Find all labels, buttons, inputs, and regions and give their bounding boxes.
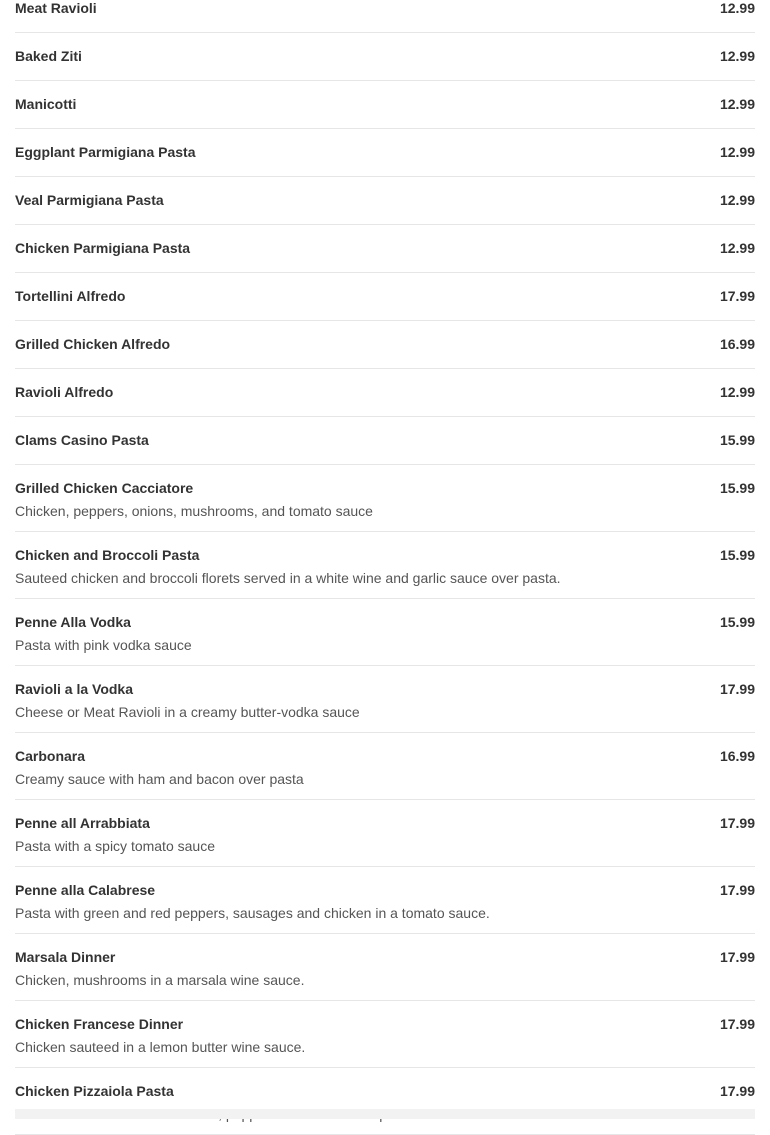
- section-footer-bar: [15, 1109, 755, 1119]
- item-name: Clams Casino Pasta: [15, 432, 149, 448]
- item-name: Chicken Parmigiana Pasta: [15, 240, 191, 256]
- menu-item-penne-alla-calabrese[interactable]: [15, 867, 755, 934]
- item-price: 12.99: [719, 48, 755, 64]
- menu-item-meat-ravioli[interactable]: [15, 0, 755, 33]
- menu-item-penne-alla-vodka[interactable]: [15, 599, 755, 666]
- item-description: Pasta with pink vodka sauce: [15, 637, 192, 653]
- menu-item-row: [15, 192, 755, 209]
- menu-item-chicken-francese-dinner[interactable]: [15, 1001, 755, 1068]
- menu-item-row: [15, 48, 755, 65]
- menu-item-row: [15, 336, 755, 353]
- menu-list: [15, 0, 755, 1135]
- item-price: 17.99: [719, 949, 755, 965]
- menu-item-clams-casino-pasta[interactable]: [15, 417, 755, 465]
- item-price: 17.99: [719, 882, 755, 898]
- item-name: Penne Alla Vodka: [15, 614, 131, 630]
- menu-item-row: [15, 815, 755, 832]
- item-description: Pasta with a spicy tomato sauce: [15, 838, 215, 854]
- item-price: 17.99: [719, 288, 755, 304]
- item-price: 12.99: [719, 384, 755, 400]
- menu-item-row: [15, 0, 755, 17]
- item-name: Baked Ziti: [15, 48, 82, 64]
- menu-item-chicken-and-broccoli-pasta[interactable]: [15, 532, 755, 599]
- menu-item-grilled-chicken-alfredo[interactable]: [15, 321, 755, 369]
- menu-item-carbonara[interactable]: [15, 733, 755, 800]
- menu-item-row: [15, 1016, 755, 1033]
- item-name: Grilled Chicken Cacciatore: [15, 480, 194, 496]
- item-price: 17.99: [719, 1083, 755, 1099]
- menu-item-row: [15, 681, 755, 698]
- menu-item-row: [15, 614, 755, 631]
- menu-item-ravioli-alfredo[interactable]: [15, 369, 755, 417]
- item-name: Carbonara: [15, 748, 86, 764]
- item-price: 15.99: [719, 480, 755, 496]
- item-name: Marsala Dinner: [15, 949, 116, 965]
- item-name: Ravioli a la Vodka: [15, 681, 134, 697]
- item-description: Chicken, peppers, onions, mushrooms, and tomato sauce: [15, 503, 373, 519]
- item-name: Eggplant Parmigiana Pasta: [15, 144, 196, 160]
- item-name: Tortellini Alfredo: [15, 288, 126, 304]
- menu-item-row: [15, 144, 755, 161]
- menu-item-row: [15, 288, 755, 305]
- item-description: Sauteed chicken and broccoli florets served in a white wine and garlic sauce over pasta.: [15, 570, 561, 586]
- menu-item-row: [15, 547, 755, 564]
- menu-item-row: [15, 1083, 755, 1100]
- item-price: 16.99: [719, 748, 755, 764]
- item-description: Chicken sauteed in a lemon butter wine sauce.: [15, 1039, 306, 1055]
- item-price: 17.99: [719, 681, 755, 697]
- menu-item-row: [15, 432, 755, 449]
- menu-item-baked-ziti[interactable]: [15, 33, 755, 81]
- menu-item-marsala-dinner[interactable]: [15, 934, 755, 1001]
- item-price: 12.99: [719, 0, 755, 16]
- item-description: Pasta with green and red peppers, sausages and chicken in a tomato sauce.: [15, 905, 490, 921]
- item-description: Creamy sauce with ham and bacon over pasta: [15, 771, 304, 787]
- menu-item-tortellini-alfredo[interactable]: [15, 273, 755, 321]
- menu-item-row: [15, 882, 755, 899]
- item-price: 15.99: [719, 432, 755, 448]
- item-price: 12.99: [719, 96, 755, 112]
- menu-item-manicotti[interactable]: [15, 81, 755, 129]
- menu-item-chicken-parmigiana-pasta[interactable]: [15, 225, 755, 273]
- item-description: Chicken, mushrooms in a marsala wine sauce.: [15, 972, 305, 988]
- menu-item-grilled-chicken-cacciatore[interactable]: [15, 465, 755, 532]
- item-price: 17.99: [719, 815, 755, 831]
- item-name: Meat Ravioli: [15, 0, 97, 16]
- item-price: 15.99: [719, 614, 755, 630]
- item-name: Ravioli Alfredo: [15, 384, 114, 400]
- item-description: Cheese or Meat Ravioli in a creamy butter-vodka sauce: [15, 704, 360, 720]
- item-price: 17.99: [719, 1016, 755, 1032]
- item-name: Chicken Francese Dinner: [15, 1016, 184, 1032]
- item-price: 15.99: [719, 547, 755, 563]
- menu-item-chicken-pizzaiola-pasta[interactable]: [15, 1068, 755, 1135]
- item-name: Manicotti: [15, 96, 77, 112]
- menu-item-row: [15, 480, 755, 497]
- item-price: 12.99: [719, 144, 755, 160]
- item-name: Grilled Chicken Alfredo: [15, 336, 171, 352]
- item-name: Penne alla Calabrese: [15, 882, 156, 898]
- menu-item-row: [15, 748, 755, 765]
- item-name: Chicken Pizzaiola Pasta: [15, 1083, 174, 1099]
- menu-item-ravioli-a-la-vodka[interactable]: [15, 666, 755, 733]
- item-name: Veal Parmigiana Pasta: [15, 192, 164, 208]
- menu-item-penne-all-arrabbiata[interactable]: [15, 800, 755, 867]
- menu-item-eggplant-parmigiana-pasta[interactable]: [15, 129, 755, 177]
- menu-item-row: [15, 96, 755, 113]
- item-price: 12.99: [719, 240, 755, 256]
- item-price: 12.99: [719, 192, 755, 208]
- item-name: Chicken and Broccoli Pasta: [15, 547, 200, 563]
- menu-item-veal-parmigiana-pasta[interactable]: [15, 177, 755, 225]
- item-name: Penne all Arrabbiata: [15, 815, 150, 831]
- menu-item-row: [15, 240, 755, 257]
- menu-item-row: [15, 949, 755, 966]
- menu-item-row: [15, 384, 755, 401]
- item-price: 16.99: [719, 336, 755, 352]
